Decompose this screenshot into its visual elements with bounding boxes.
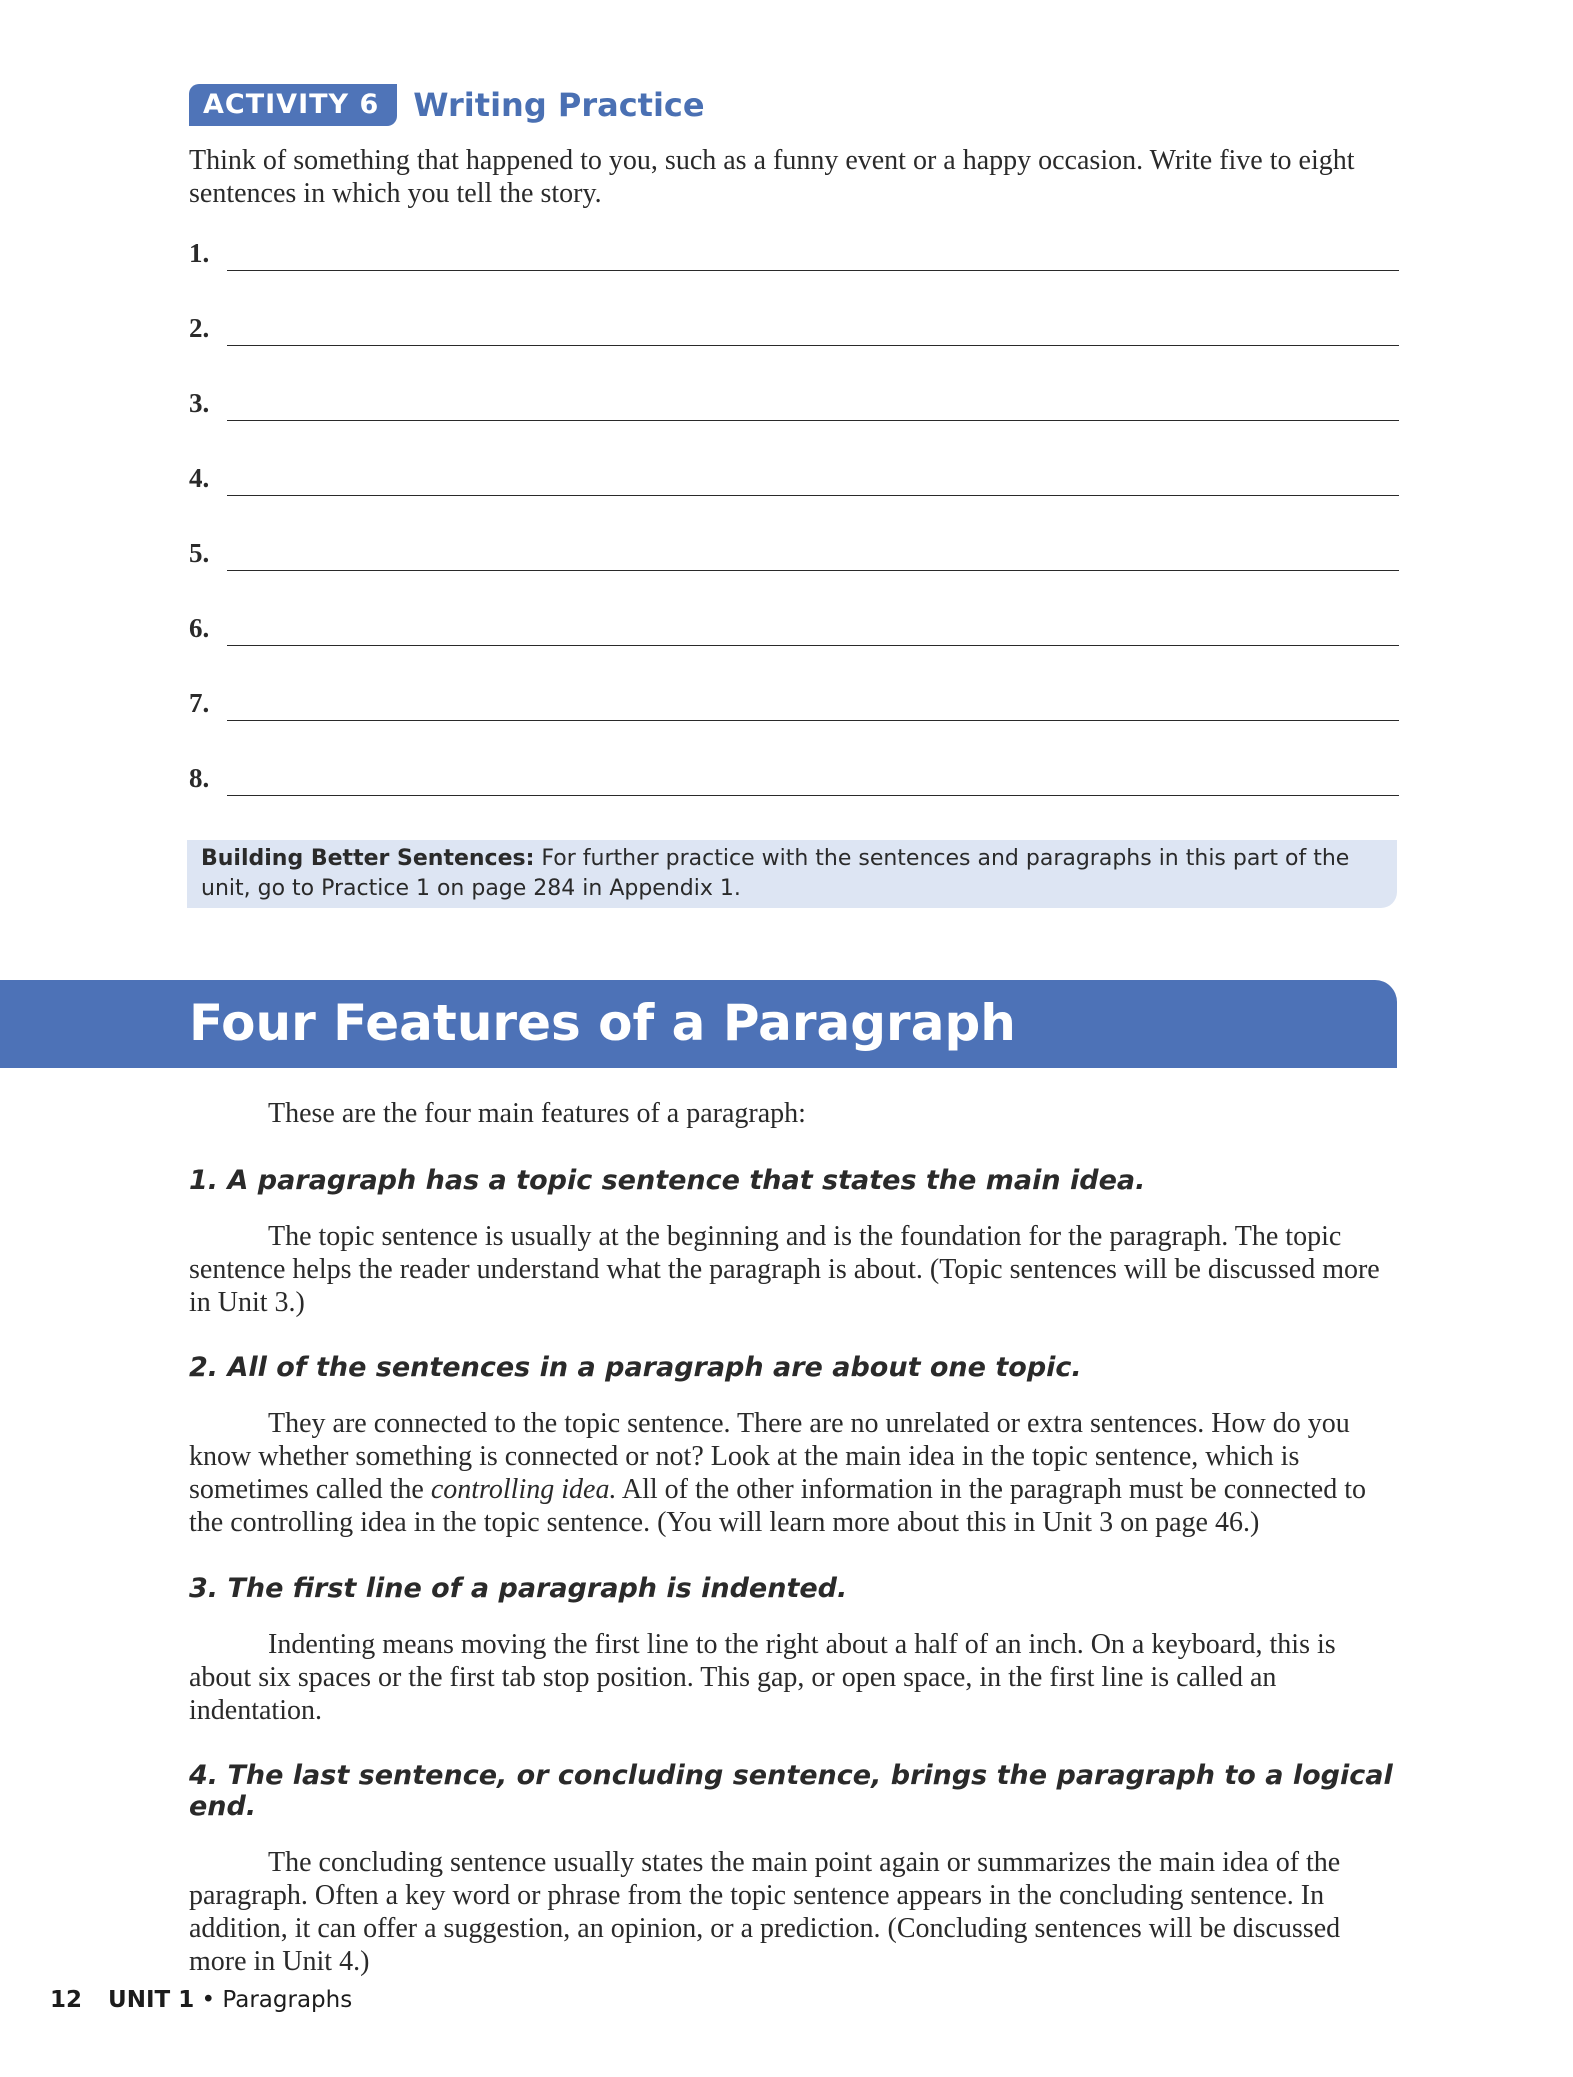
answer-rule [227, 570, 1399, 571]
answer-rule [227, 795, 1399, 796]
feature-body: The topic sentence is usually at the beginning and is the foundation for the paragraph. The topic sentence helps the reader understand what the paragraph is about. (Topic sentences will be discussed more in Unit 3.) [189, 1221, 1380, 1318]
feature-body-text: All of the other information in the paragraph must be connected to the controlling idea in the topic sentence. (You will learn more about this in Unit 3 on page 46.) [189, 1474, 1366, 1538]
feature-body [189, 1407, 1404, 1539]
footer-separator: • [194, 1987, 223, 2013]
feature-body-text: They are connected to the topic sentence. There are no unrelated or extra sentences. How do you know whether something is connected or not? Look at the main idea in the topic sentence, which is sometimes called the [189, 1408, 1350, 1505]
line-number: 4. [189, 463, 210, 493]
building-better-sentences-note [187, 840, 1397, 908]
answer-rule [227, 645, 1399, 646]
writing-line[interactable] [189, 757, 1399, 832]
line-number: 2. [189, 313, 210, 343]
note-text: For further practice with the sentences and paragraphs in this part of the unit, go to Practice 1 on page 284 in Appendix 1. [201, 846, 1350, 901]
writing-line[interactable] [189, 682, 1399, 757]
feature-body: The concluding sentence usually states the main point again or summarizes the main idea of the paragraph. Often a key word or phrase from the topic sentence appears in the concluding sentence. In addition, it can offer a suggestion, an opinion, or a prediction. (Concluding sentences will be discussed more in Unit 4.) [189, 1847, 1341, 1977]
writing-line[interactable] [189, 382, 1399, 457]
page-footer [50, 1987, 352, 2013]
answer-rule [227, 345, 1399, 346]
feature-heading: 1. A paragraph has a topic sentence that states the main idea. [189, 1165, 1146, 1196]
activity-instructions: Think of something that happened to you, such as a funny event or a happy occasion. Write five to eight sentences in which you tell the story. [189, 145, 1355, 209]
line-number: 8. [189, 763, 210, 793]
line-number: 1. [189, 238, 210, 268]
section-banner [0, 980, 1397, 1068]
writing-lines [189, 232, 1399, 832]
writing-line[interactable] [189, 532, 1399, 607]
feature-1 [189, 1165, 1404, 1319]
page-number: 12 [50, 1987, 83, 2013]
section-title: Four Features of a Paragraph [189, 994, 1016, 1052]
chapter-label: Paragraphs [222, 1987, 353, 2013]
answer-rule [227, 495, 1399, 496]
answer-rule [227, 270, 1399, 271]
line-number: 5. [189, 538, 210, 568]
writing-line[interactable] [189, 232, 1399, 307]
activity-badge: ACTIVITY 6 [189, 84, 397, 126]
answer-rule [227, 420, 1399, 421]
activity-title: Writing Practice [413, 86, 705, 124]
feature-4 [189, 1760, 1404, 1978]
section-intro: These are the four main features of a paragraph: [268, 1098, 806, 1129]
feature-body-italic: controlling idea. [430, 1474, 617, 1505]
unit-label: UNIT 1 [108, 1987, 195, 2013]
line-number: 7. [189, 688, 210, 718]
feature-body: Indenting means moving the first line to the right about a half of an inch. On a keyboard, this is about six spaces or the first tab stop position. This gap, or open space, in the first line is called an indentation. [189, 1629, 1336, 1726]
writing-line[interactable] [189, 607, 1399, 682]
answer-rule [227, 720, 1399, 721]
feature-3 [189, 1573, 1404, 1727]
line-number: 3. [189, 388, 210, 418]
feature-heading: 3. The first line of a paragraph is indented. [189, 1573, 848, 1604]
feature-2 [189, 1352, 1404, 1539]
line-number: 6. [189, 613, 210, 643]
writing-line[interactable] [189, 307, 1399, 382]
feature-heading: 4. The last sentence, or concluding sentence, brings the paragraph to a logical end. [189, 1760, 1393, 1822]
note-label: Building Better Sentences: [201, 846, 535, 871]
activity-header [189, 84, 705, 126]
writing-line[interactable] [189, 457, 1399, 532]
feature-heading: 2. All of the sentences in a paragraph are about one topic. [189, 1352, 1082, 1383]
